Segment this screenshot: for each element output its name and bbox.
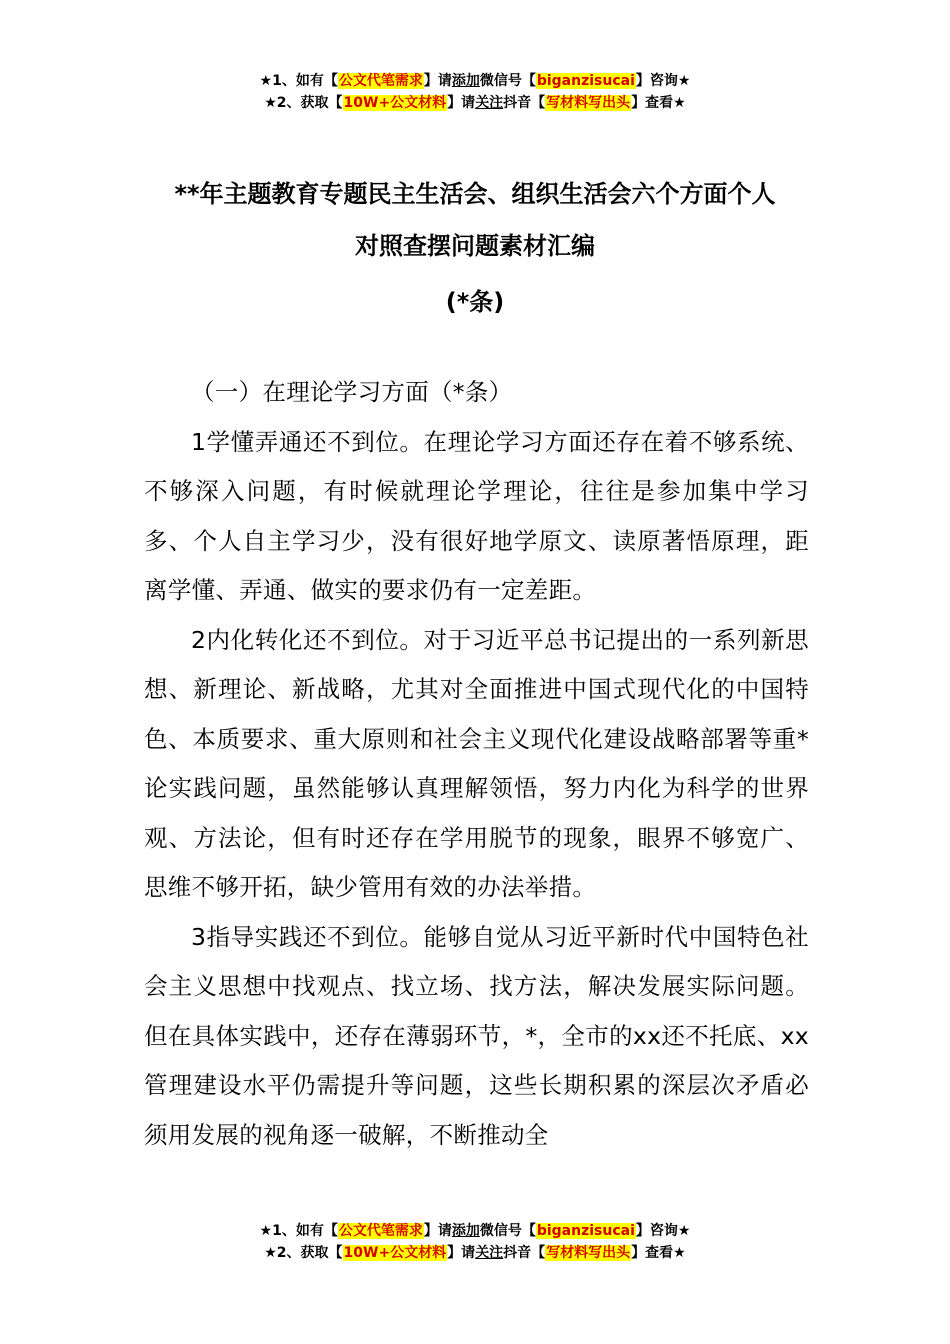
promo-text: 】查看★ [631,95,686,111]
promo-text: 】查看★ [631,1245,686,1261]
title-line-1: **年主题教育专题民主生活会、组织生活会六个方面个人 [174,180,776,208]
promo-text: 抖音【 [503,1245,546,1261]
promo-underline: 关注 [475,1245,504,1261]
title-count: (*条) [445,288,505,316]
promo-line-2 [0,92,950,114]
promo-douyin-id: 写材料写出头 [546,1245,631,1261]
promo-underline: 关注 [475,95,504,111]
paragraph: 3指导实践还不到位。能够自觉从习近平新时代中国特色社会主义思想中找观点、找立场、找方法，解决发展实际问题。但在具体实践中，还存在薄弱环节，*，全市的xx还不托底、xx管理建设水平仍需提升等问题，这些长期积累的深层次矛盾必须用发展的视角逐一破解，不断推动全 [144,922,809,1149]
promo-text: ★2、获取【 [264,95,343,111]
paragraph: 1学懂弄通还不到位。在理论学习方面还存在着不够系统、不够深入问题，有时候就理论学理论，往往是参加集中学习多、个人自主学习少，没有很好地学原文、读原著悟原理，距离学懂、弄通、做实的要求仍有一定差距。 [144,427,809,604]
promo-banner-bottom [0,1220,950,1264]
promo-text: 抖音【 [503,95,546,111]
promo-text: 】请 [447,1245,476,1261]
promo-line-2 [0,1242,950,1264]
promo-douyin-id: 写材料写出头 [546,95,631,111]
promo-text: ★1、如有【 [259,1223,338,1239]
promo-underline: 添加 [451,1223,480,1239]
promo-text: 微信号【 [479,1223,536,1239]
promo-wechat-id: biganzisucai [536,73,635,89]
promo-underline: 添加 [451,73,480,89]
promo-wechat-id: biganzisucai [536,1223,635,1239]
promo-text: 微信号【 [479,73,536,89]
promo-text: ★1、如有【 [259,73,338,89]
paragraph: 2内化转化还不到位。对于习近平总书记提出的一系列新思想、新理论、新战略，尤其对全面推进中国式现代化的中国特色、本质要求、重大原则和社会主义现代化建设战略部署等重*论实践问题，虽然能够认真理解领悟，努力内化为科学的世界观、方法论，但有时还存在学用脱节的现象，眼界不够宽广、思维不够开拓，缺少管用有效的办法举措。 [144,625,809,901]
promo-line-1 [0,70,950,92]
promo-line-1 [0,1220,950,1242]
promo-highlight: 10W+公文材料 [343,1245,447,1261]
promo-text: 】咨询★ [635,1223,691,1239]
promo-text: ★2、获取【 [264,1245,343,1261]
promo-highlight: 10W+公文材料 [343,95,447,111]
document-body [144,368,809,1160]
section-heading: （一）在理论学习方面（*条） [191,378,513,406]
promo-highlight: 公文代笔需求 [338,1223,423,1239]
promo-text: 】请 [423,1223,452,1239]
document-title [0,168,950,328]
promo-text: 】请 [423,73,452,89]
title-line-2: 对照查摆问题素材汇编 [355,232,595,260]
promo-banner-top [0,70,950,114]
promo-text: 】请 [447,95,476,111]
promo-highlight: 公文代笔需求 [338,73,423,89]
promo-text: 】咨询★ [635,73,691,89]
